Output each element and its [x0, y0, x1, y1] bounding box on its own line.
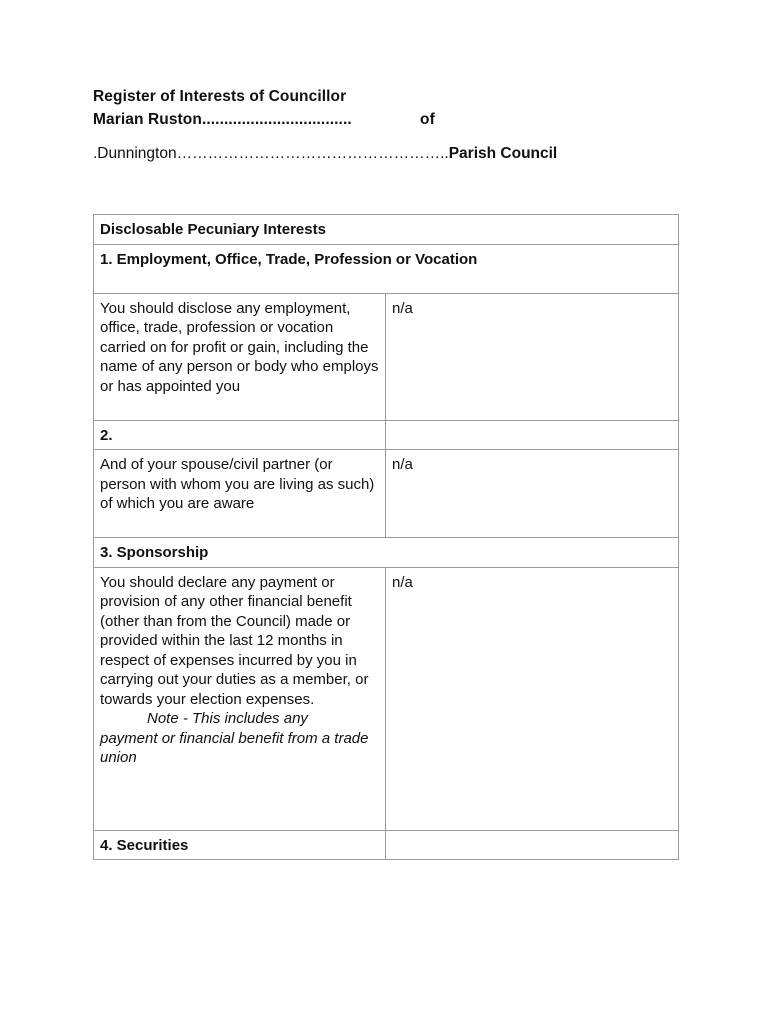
interests-table [93, 214, 679, 860]
sponsorship-note [100, 709, 379, 768]
of-label: of [420, 111, 435, 128]
councillor-name-line [93, 111, 435, 129]
sponsorship-note-rest: payment or financial benefit from a trade union [100, 729, 369, 766]
spouse-answer: n/a [386, 450, 679, 538]
sponsorship-description: You should declare any payment or provision of any other financial benefit (other than from the Council) made or provided within the last 12 months in respect of expenses incurred by you in carrying out your duties as a member, or towards your election expenses. [100, 573, 369, 708]
councillor-name: Marian Ruston.................................. [93, 111, 352, 128]
sponsorship-section-title: 3. Sponsorship [94, 538, 679, 568]
item-2-empty-cell [386, 420, 679, 450]
securities-empty-cell [386, 830, 679, 860]
sponsorship-answer: n/a [386, 567, 679, 830]
employment-section-title: 1. Employment, Office, Trade, Profession or Vocation [94, 244, 679, 293]
item-2-number: 2. [94, 420, 386, 450]
employment-description: You should disclose any employment, office, trade, profession or vocation carried on for profit or gain, including the name of any person or body who employs or has appointed you [94, 293, 386, 420]
register-title: Register of Interests of Councillor [93, 88, 347, 105]
employment-answer: n/a [386, 293, 679, 420]
securities-section-title: 4. Securities [94, 830, 386, 860]
parish-council-label: Parish Council [448, 145, 558, 162]
table-header: Disclosable Pecuniary Interests [94, 215, 679, 245]
sponsorship-cell [94, 567, 386, 830]
council-line [93, 145, 557, 163]
sponsorship-note-first: Note - This includes any [147, 710, 308, 727]
council-location: .Dunnington…………………………………………….. [93, 145, 449, 162]
spouse-description: And of your spouse/civil partner (or person with whom you are living as such) of which you are aware [94, 450, 386, 538]
